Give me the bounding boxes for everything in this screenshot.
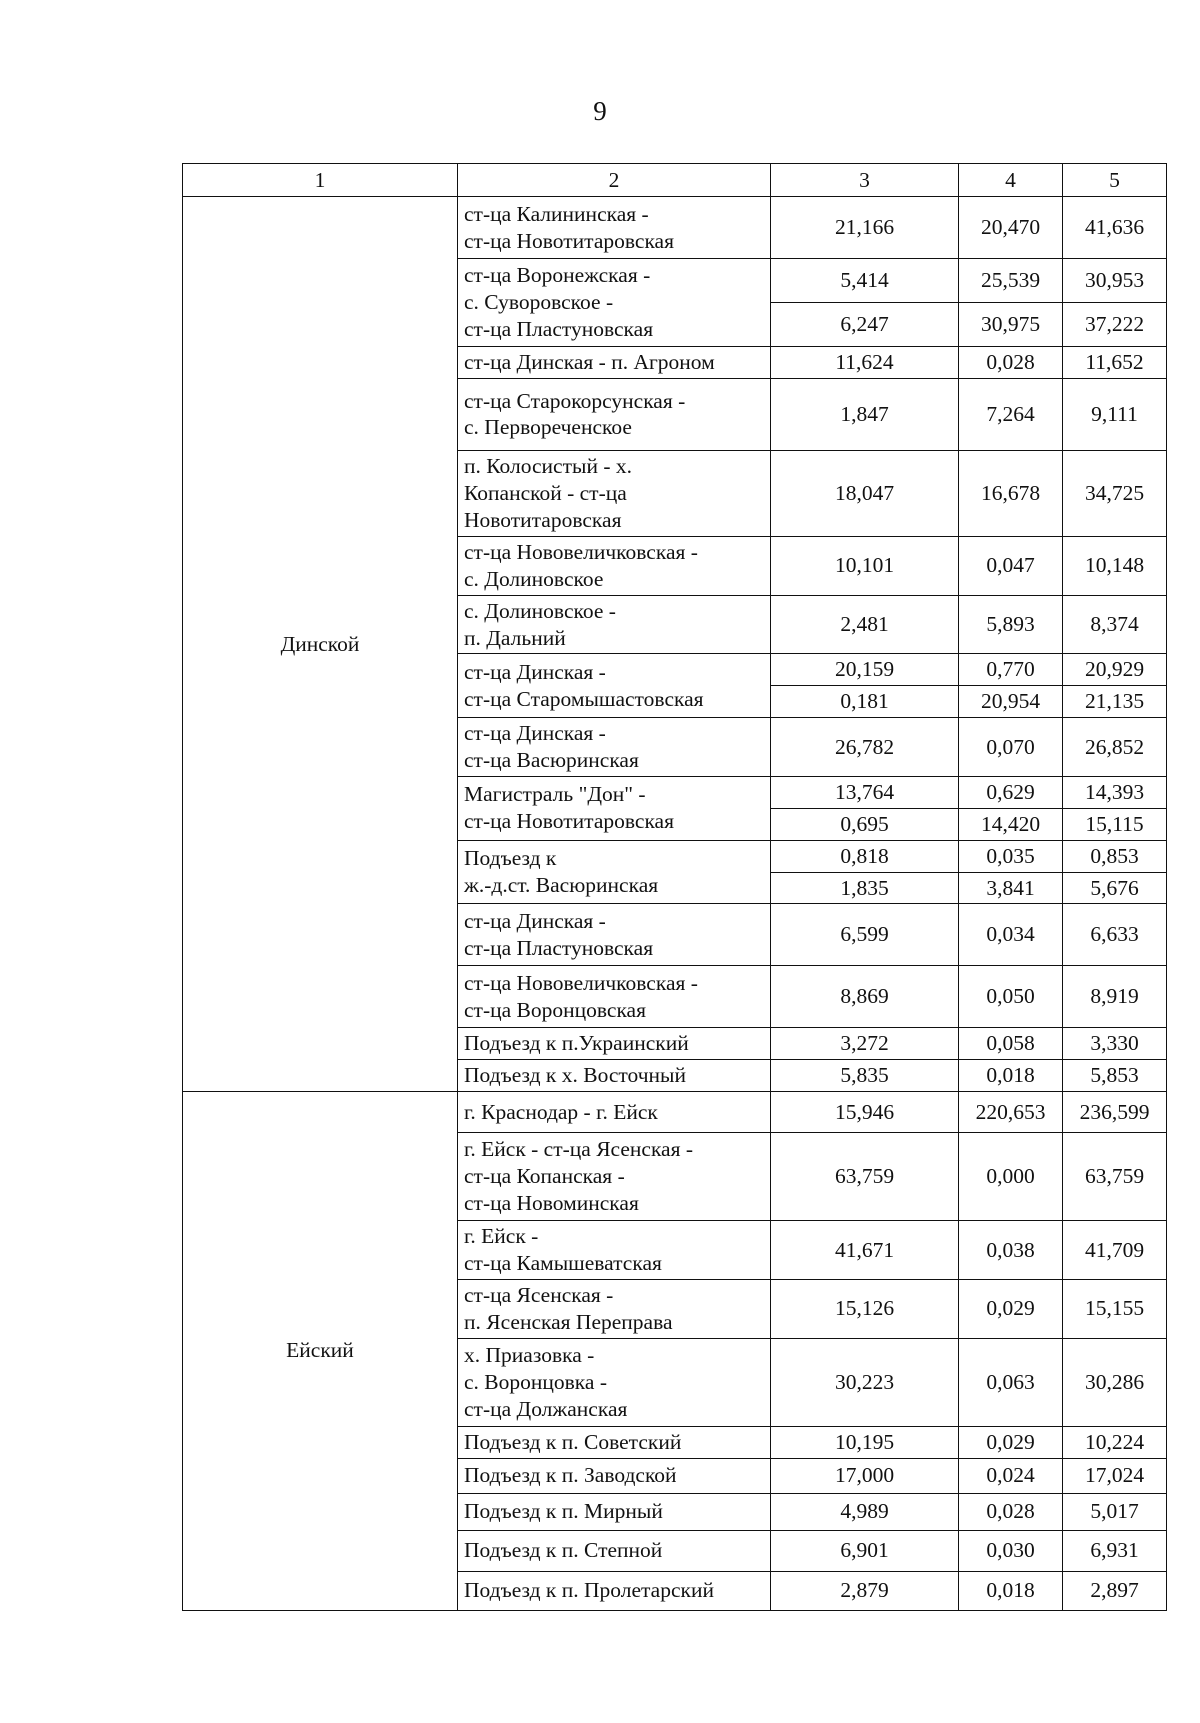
- value-cell-col5: 0,853: [1063, 840, 1167, 872]
- route-cell: Подъезд к п. Мирный: [458, 1493, 771, 1530]
- road-table: [182, 163, 1167, 1611]
- value-cell-col3: 15,946: [771, 1092, 959, 1133]
- value-cell-col4: 0,063: [959, 1338, 1063, 1426]
- value-cell-col4: 0,028: [959, 1493, 1063, 1530]
- table-body: [183, 197, 1167, 1611]
- value-cell-col3: 8,869: [771, 966, 959, 1028]
- value-cell-col5: 15,115: [1063, 808, 1167, 840]
- route-cell: Подъезд к п.Украинский: [458, 1028, 771, 1060]
- value-cell-col3: 10,195: [771, 1426, 959, 1458]
- route-cell: г. Краснодар - г. Ейск: [458, 1092, 771, 1133]
- value-cell-col3: 6,599: [771, 904, 959, 966]
- route-cell: Подъезд к п. Степной: [458, 1530, 771, 1571]
- value-cell-col5: 30,286: [1063, 1338, 1167, 1426]
- value-cell-col4: 30,975: [959, 303, 1063, 347]
- value-cell-col3: 1,847: [771, 378, 959, 450]
- header-row: [183, 164, 1167, 197]
- route-cell: п. Колосистый - х. Копанской - ст-ца Новотитаровская: [458, 450, 771, 536]
- value-cell-col5: 21,135: [1063, 686, 1167, 718]
- header-cell-2: 2: [458, 164, 771, 197]
- header-cell-5: 5: [1063, 164, 1167, 197]
- value-cell-col4: 0,070: [959, 718, 1063, 777]
- district-cell: Динской: [183, 197, 458, 1092]
- value-cell-col3: 18,047: [771, 450, 959, 536]
- value-cell-col5: 5,853: [1063, 1060, 1167, 1092]
- route-cell: х. Приазовка - с. Воронцовка - ст-ца Должанская: [458, 1338, 771, 1426]
- value-cell-col4: 0,030: [959, 1530, 1063, 1571]
- value-cell-col5: 236,599: [1063, 1092, 1167, 1133]
- value-cell-col4: 16,678: [959, 450, 1063, 536]
- route-cell: Подъезд к ж.-д.ст. Васюринская: [458, 840, 771, 904]
- value-cell-col3: 5,414: [771, 259, 959, 303]
- value-cell-col4: 20,470: [959, 197, 1063, 259]
- route-cell: Подъезд к п. Заводской: [458, 1458, 771, 1493]
- value-cell-col4: 0,029: [959, 1426, 1063, 1458]
- value-cell-col3: 20,159: [771, 654, 959, 686]
- value-cell-col3: 30,223: [771, 1338, 959, 1426]
- route-cell: ст-ца Нововеличковская - ст-ца Воронцовская: [458, 966, 771, 1028]
- route-cell: ст-ца Нововеличковская - с. Долиновское: [458, 536, 771, 595]
- value-cell-col3: 1,835: [771, 872, 959, 904]
- value-cell-col4: 0,034: [959, 904, 1063, 966]
- value-cell-col3: 17,000: [771, 1458, 959, 1493]
- value-cell-col4: 0,029: [959, 1279, 1063, 1338]
- page-number: 9: [593, 96, 607, 126]
- value-cell-col5: 9,111: [1063, 378, 1167, 450]
- value-cell-col3: 0,181: [771, 686, 959, 718]
- value-cell-col5: 6,931: [1063, 1530, 1167, 1571]
- value-cell-col4: 25,539: [959, 259, 1063, 303]
- value-cell-col5: 30,953: [1063, 259, 1167, 303]
- value-cell-col4: 0,028: [959, 347, 1063, 379]
- value-cell-col4: 3,841: [959, 872, 1063, 904]
- value-cell-col4: 220,653: [959, 1092, 1063, 1133]
- value-cell-col5: 8,919: [1063, 966, 1167, 1028]
- route-cell: ст-ца Динская - ст-ца Старомышастовская: [458, 654, 771, 718]
- value-cell-col3: 15,126: [771, 1279, 959, 1338]
- value-cell-col3: 2,879: [771, 1571, 959, 1610]
- value-cell-col5: 34,725: [1063, 450, 1167, 536]
- value-cell-col5: 41,636: [1063, 197, 1167, 259]
- value-cell-col3: 0,695: [771, 808, 959, 840]
- value-cell-col4: 0,770: [959, 654, 1063, 686]
- value-cell-col5: 15,155: [1063, 1279, 1167, 1338]
- route-cell: ст-ца Калининская - ст-ца Новотитаровская: [458, 197, 771, 259]
- value-cell-col5: 63,759: [1063, 1133, 1167, 1221]
- district-cell: Ейский: [183, 1092, 458, 1610]
- header-cell-1: 1: [183, 164, 458, 197]
- value-cell-col5: 10,224: [1063, 1426, 1167, 1458]
- value-cell-col3: 5,835: [771, 1060, 959, 1092]
- value-cell-col5: 3,330: [1063, 1028, 1167, 1060]
- value-cell-col5: 11,652: [1063, 347, 1167, 379]
- value-cell-col5: 6,633: [1063, 904, 1167, 966]
- value-cell-col4: 0,629: [959, 776, 1063, 808]
- value-cell-col3: 0,818: [771, 840, 959, 872]
- route-cell: г. Ейск - ст-ца Ясенская - ст-ца Копанская - ст-ца Новоминская: [458, 1133, 771, 1221]
- value-cell-col5: 37,222: [1063, 303, 1167, 347]
- value-cell-col5: 2,897: [1063, 1571, 1167, 1610]
- value-cell-col3: 13,764: [771, 776, 959, 808]
- route-cell: ст-ца Ясенская - п. Ясенская Переправа: [458, 1279, 771, 1338]
- route-cell: ст-ца Воронежская - с. Суворовское - ст-ца Пластуновская: [458, 259, 771, 347]
- route-cell: Магистраль "Дон" - ст-ца Новотитаровская: [458, 776, 771, 840]
- value-cell-col3: 10,101: [771, 536, 959, 595]
- route-cell: ст-ца Динская - ст-ца Васюринская: [458, 718, 771, 777]
- value-cell-col4: 0,000: [959, 1133, 1063, 1221]
- value-cell-col4: 14,420: [959, 808, 1063, 840]
- value-cell-col5: 26,852: [1063, 718, 1167, 777]
- value-cell-col4: 20,954: [959, 686, 1063, 718]
- route-cell: ст-ца Динская - п. Агроном: [458, 347, 771, 379]
- value-cell-col5: 20,929: [1063, 654, 1167, 686]
- value-cell-col4: 0,038: [959, 1221, 1063, 1280]
- value-cell-col3: 41,671: [771, 1221, 959, 1280]
- value-cell-col4: 0,050: [959, 966, 1063, 1028]
- value-cell-col5: 10,148: [1063, 536, 1167, 595]
- header-cell-4: 4: [959, 164, 1063, 197]
- header-cell-3: 3: [771, 164, 959, 197]
- route-cell: ст-ца Динская - ст-ца Пластуновская: [458, 904, 771, 966]
- value-cell-col5: 17,024: [1063, 1458, 1167, 1493]
- table-row: [183, 1092, 1167, 1133]
- value-cell-col4: 0,018: [959, 1571, 1063, 1610]
- route-cell: Подъезд к х. Восточный: [458, 1060, 771, 1092]
- value-cell-col4: 0,024: [959, 1458, 1063, 1493]
- value-cell-col3: 26,782: [771, 718, 959, 777]
- value-cell-col5: 5,676: [1063, 872, 1167, 904]
- value-cell-col3: 4,989: [771, 1493, 959, 1530]
- table-row: [183, 197, 1167, 259]
- value-cell-col4: 0,058: [959, 1028, 1063, 1060]
- value-cell-col3: 11,624: [771, 347, 959, 379]
- value-cell-col4: 0,047: [959, 536, 1063, 595]
- value-cell-col3: 63,759: [771, 1133, 959, 1221]
- value-cell-col3: 21,166: [771, 197, 959, 259]
- route-cell: г. Ейск - ст-ца Камышеватская: [458, 1221, 771, 1280]
- value-cell-col3: 3,272: [771, 1028, 959, 1060]
- value-cell-col4: 5,893: [959, 595, 1063, 654]
- value-cell-col4: 0,018: [959, 1060, 1063, 1092]
- route-cell: ст-ца Старокорсунская - с. Первореченское: [458, 378, 771, 450]
- route-cell: с. Долиновское - п. Дальний: [458, 595, 771, 654]
- value-cell-col5: 8,374: [1063, 595, 1167, 654]
- value-cell-col5: 5,017: [1063, 1493, 1167, 1530]
- value-cell-col5: 41,709: [1063, 1221, 1167, 1280]
- value-cell-col4: 7,264: [959, 378, 1063, 450]
- value-cell-col3: 2,481: [771, 595, 959, 654]
- value-cell-col3: 6,247: [771, 303, 959, 347]
- value-cell-col3: 6,901: [771, 1530, 959, 1571]
- route-cell: Подъезд к п. Советский: [458, 1426, 771, 1458]
- value-cell-col5: 14,393: [1063, 776, 1167, 808]
- value-cell-col4: 0,035: [959, 840, 1063, 872]
- route-cell: Подъезд к п. Пролетарский: [458, 1571, 771, 1610]
